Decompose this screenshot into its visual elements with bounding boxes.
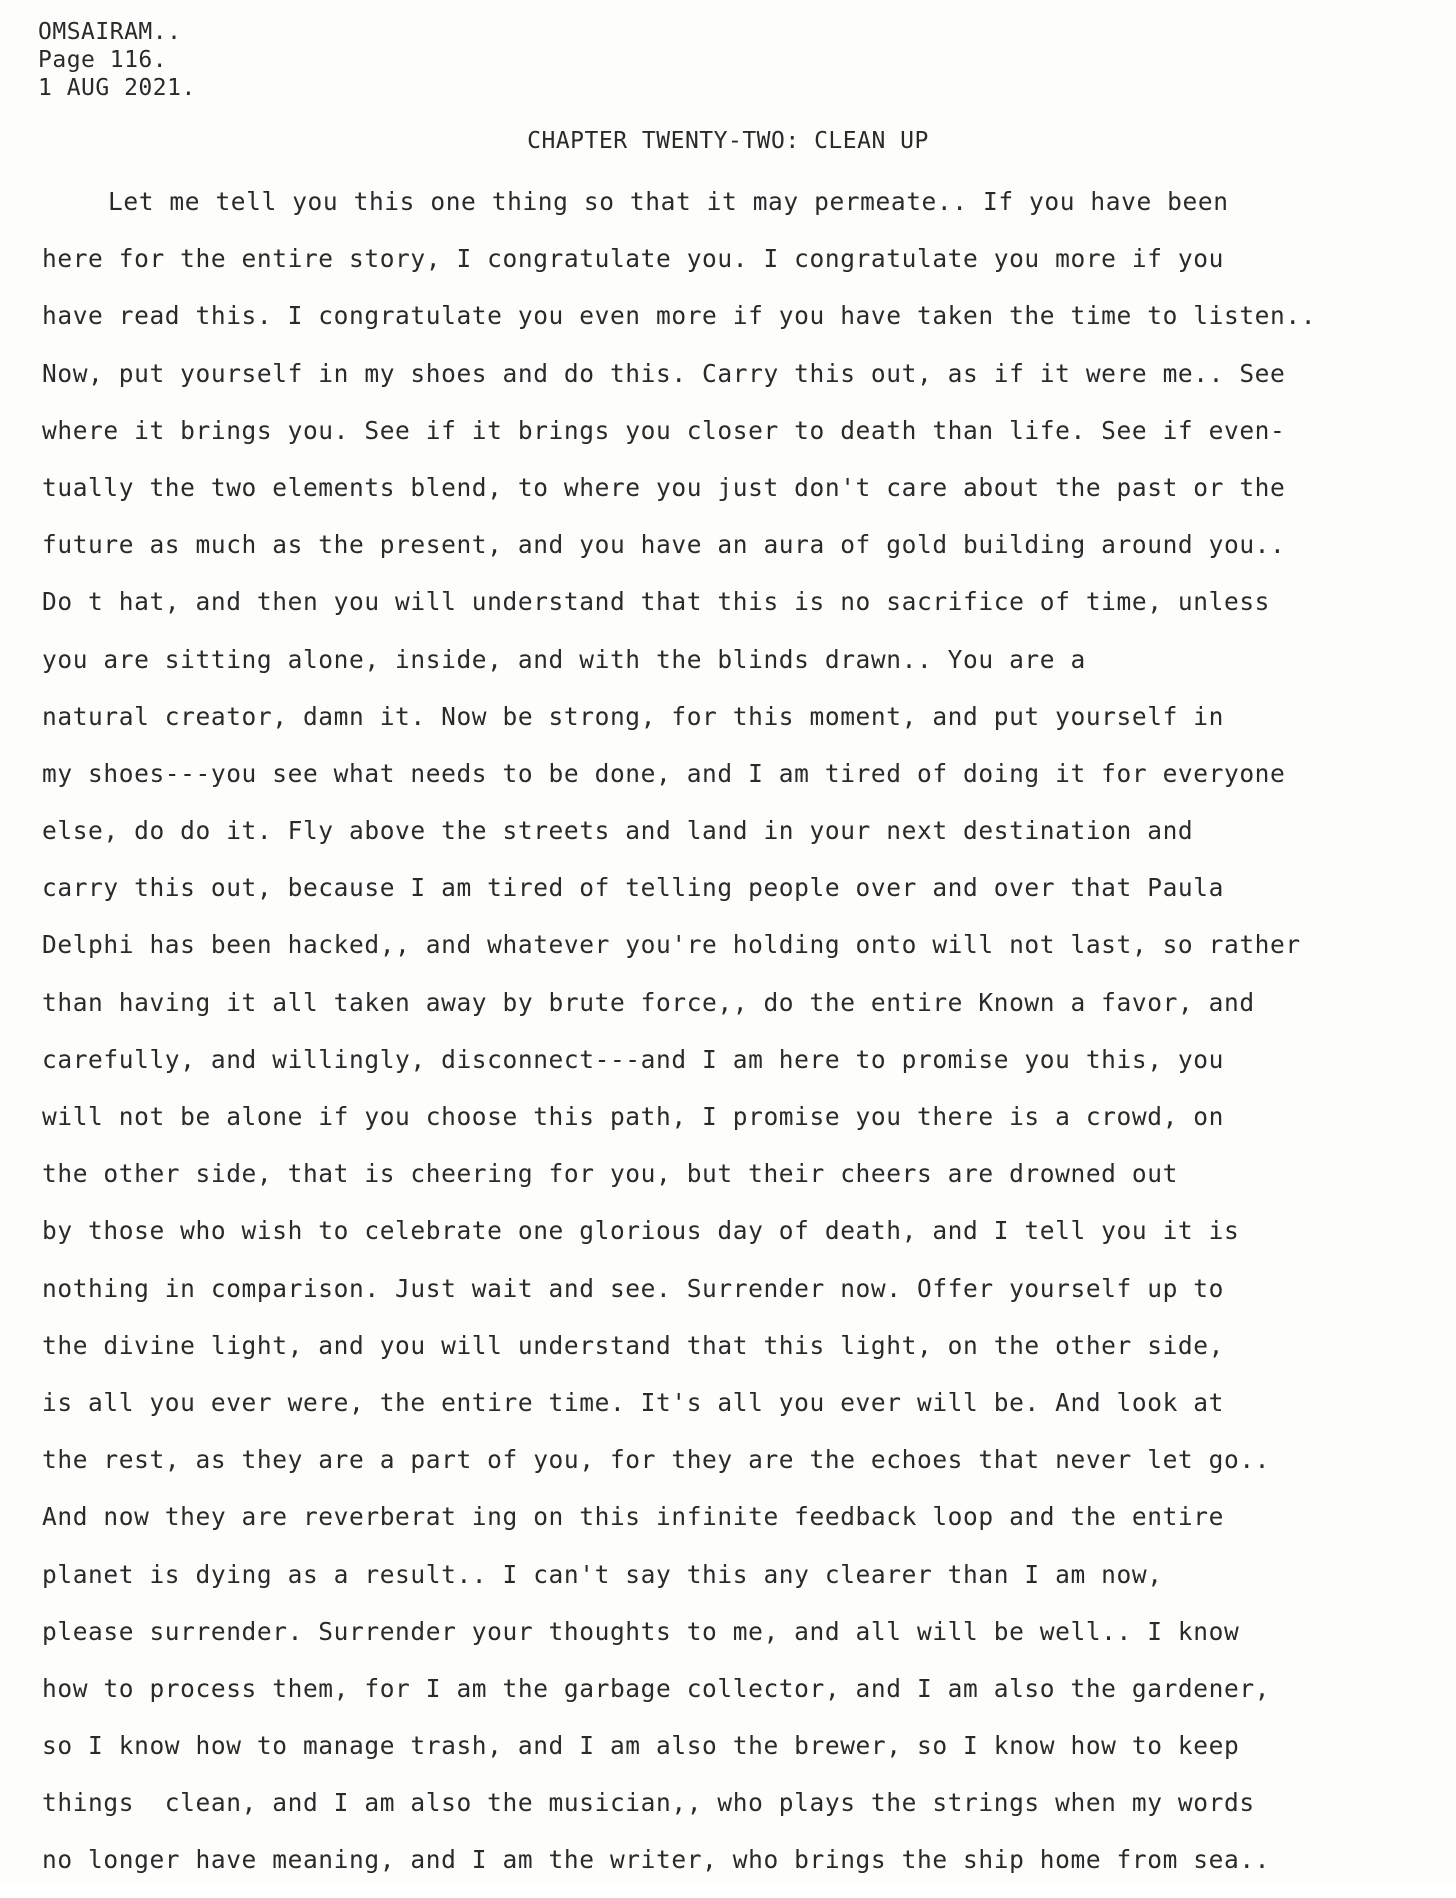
text-line: future as much as the present, and you have an aura of gold building around you..: [42, 530, 1286, 560]
text-line: the other side, that is cheering for you, but their cheers are drowned out: [42, 1159, 1178, 1189]
text-line: the divine light, and you will understand that this light, on the other side,: [42, 1330, 1224, 1360]
text-line: is all you ever were, the entire time. It's all you ever will be. And look at: [42, 1387, 1224, 1417]
text-line: Now, put yourself in my shoes and do this. Carry this out, as if it were me.. See: [42, 358, 1286, 388]
text-line: things clean, and I am also the musician,, who plays the strings when my words: [42, 1788, 1255, 1818]
text-line: no longer have meaning, and I am the writer, who brings the ship home from sea..: [42, 1845, 1271, 1875]
page-header: [38, 18, 196, 102]
text-line: natural creator, damn it. Now be strong, for this moment, and put yourself in: [42, 701, 1224, 731]
text-line: where it brings you. See if it brings you closer to death than life. See if even-: [42, 415, 1286, 445]
text-line: carry this out, because I am tired of telling people over and over that Paula: [42, 873, 1224, 903]
text-line: my shoes---you see what needs to be done, and I am tired of doing it for everyone: [42, 758, 1286, 788]
text-line: the rest, as they are a part of you, for they are the echoes that never let go..: [42, 1445, 1271, 1475]
chapter-title: CHAPTER TWENTY-TWO: CLEAN UP: [527, 128, 929, 154]
text-line: And now they are reverberat ing on this infinite feedback loop and the entire: [42, 1502, 1224, 1532]
text-line: Delphi has been hacked,, and whatever you're holding onto will not last, so rather: [42, 930, 1301, 960]
text-line: have read this. I congratulate you even more if you have taken the time to listen..: [42, 301, 1317, 331]
text-line: how to process them, for I am the garbage collector, and I am also the gardener,: [42, 1673, 1271, 1703]
text-line: by those who wish to celebrate one glorious day of death, and I tell you it is: [42, 1216, 1240, 1246]
text-line: Let me tell you this one thing so that it may permeate.. If you have been: [108, 187, 1229, 216]
text-line: planet is dying as a result.. I can't say this any clearer than I am now,: [42, 1559, 1163, 1589]
text-line: nothing in comparison. Just wait and see. Surrender now. Offer yourself up to: [42, 1273, 1224, 1303]
text-line: carefully, and willingly, disconnect---and I am here to promise you this, you: [42, 1044, 1224, 1074]
body-text: [42, 182, 1442, 1898]
text-line: will not be alone if you choose this path, I promise you there is a crowd, on: [42, 1102, 1224, 1131]
text-line: so I know how to manage trash, and I am also the brewer, so I know how to keep: [42, 1731, 1240, 1761]
text-line: than having it all taken away by brute force,, do the entire Known a favor, and: [42, 987, 1255, 1017]
text-line: here for the entire story, I congratulate you. I congratulate you more if you: [42, 244, 1224, 274]
text-line: Do t hat, and then you will understand that this is no sacrifice of time, unless: [42, 587, 1271, 617]
text-line: else, do do it. Fly above the streets and land in your next destination and: [42, 816, 1194, 846]
text-line: tually the two elements blend, to where you just don't care about the past or the: [42, 472, 1286, 502]
header-line-date: 1 AUG 2021.: [38, 75, 196, 101]
text-line: you are sitting alone, inside, and with the blinds drawn.. You are a: [42, 644, 1086, 674]
text-line: please surrender. Surrender your thoughts to me, and all will be well.. I know: [42, 1616, 1240, 1646]
header-line-salutation: OMSAIRAM..: [38, 19, 182, 45]
header-line-page-number: Page 116.: [38, 47, 168, 73]
